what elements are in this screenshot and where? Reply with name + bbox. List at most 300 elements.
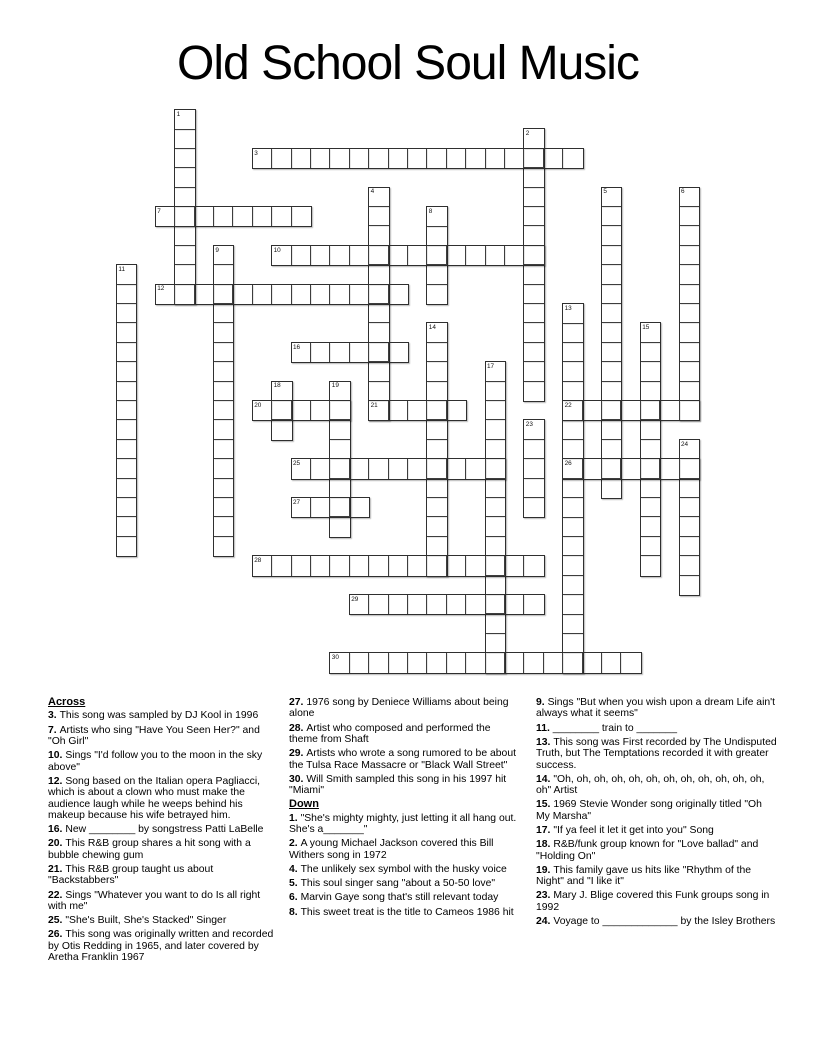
cell-separator	[388, 343, 389, 362]
cell-separator	[291, 285, 292, 304]
cell-number: 23	[525, 421, 533, 429]
cell-separator	[329, 459, 330, 478]
cell-separator	[427, 342, 446, 343]
cell-number: 20	[254, 401, 262, 409]
word-10-across[interactable]	[271, 245, 545, 266]
cell-separator	[349, 343, 350, 362]
cell-separator	[640, 401, 641, 420]
cell-separator	[329, 343, 330, 362]
cell-separator	[427, 381, 446, 382]
cell-separator	[232, 207, 233, 226]
cell-separator	[602, 245, 621, 246]
clue-26: 26. This song was originally written and recorded by Otis Redding in 1965, and later covered by Aretha Franklin 1967	[48, 929, 274, 964]
word-5-down[interactable]	[601, 187, 622, 499]
cell-separator	[485, 556, 486, 575]
cell-separator	[486, 536, 505, 537]
cell-separator	[368, 459, 369, 478]
word-25-across[interactable]	[291, 458, 506, 479]
cell-separator	[117, 419, 136, 420]
cell-separator	[427, 497, 446, 498]
cell-separator	[485, 149, 486, 168]
cell-separator	[175, 129, 194, 130]
word-16-across[interactable]	[291, 342, 409, 363]
cell-separator	[563, 342, 582, 343]
cell-separator	[680, 284, 699, 285]
cell-separator	[175, 264, 194, 265]
cell-separator	[602, 284, 621, 285]
cell-number: 8	[428, 207, 433, 215]
cell-separator	[174, 207, 175, 226]
clue-number: 9.	[536, 697, 548, 708]
cell-number: 10	[273, 246, 281, 254]
clue-number: 29.	[289, 748, 307, 760]
cell-separator	[214, 458, 233, 459]
cell-separator	[426, 401, 427, 420]
cell-separator	[388, 459, 389, 478]
clue-19: 19. This family gave us hits like "Rhythm of the Night" and "I like it"	[536, 864, 752, 888]
word-11-down[interactable]	[116, 264, 137, 557]
cell-separator	[271, 149, 272, 168]
clue-column-3	[536, 697, 778, 930]
cell-separator	[523, 246, 524, 265]
cell-separator	[310, 459, 311, 478]
cell-separator	[563, 323, 582, 324]
cell-separator	[602, 206, 621, 207]
clue-number: 30.	[289, 773, 307, 785]
word-6-down[interactable]	[679, 187, 700, 422]
cell-separator	[601, 459, 602, 478]
cell-separator	[620, 401, 621, 420]
clue-number: 4.	[289, 864, 301, 876]
cell-separator	[486, 497, 505, 498]
clue-number: 25.	[48, 915, 66, 927]
cell-separator	[641, 342, 660, 343]
clue-number: 3.	[48, 710, 60, 722]
cell-separator	[680, 575, 699, 576]
clue-3: 3. This song was sampled by DJ Kool in 1996	[48, 710, 259, 722]
word-29-across[interactable]	[349, 594, 545, 615]
clue-number: 28.	[289, 722, 307, 734]
cell-separator	[524, 322, 543, 323]
cell-separator	[214, 497, 233, 498]
cell-separator	[252, 285, 253, 304]
cell-separator	[117, 439, 136, 440]
clue-4: 4. The unlikely sex symbol with the husky voice	[289, 864, 507, 876]
cell-number: 30	[331, 654, 339, 661]
cell-separator	[329, 246, 330, 265]
clue-29: 29. Artists who wrote a song rumored to be about the Tulsa Race Massacre or "Black Wall Street"	[289, 748, 516, 771]
clue-number: 11.	[536, 722, 553, 734]
clue-7: 7. Artists who sing "Have You Seen Her?" and "Oh Girl"	[48, 724, 260, 748]
cell-separator	[680, 381, 699, 382]
cell-separator	[680, 303, 699, 304]
cell-separator	[426, 556, 427, 575]
cell-separator	[369, 206, 388, 207]
clue-number: 6.	[289, 892, 301, 904]
cell-number: 27	[293, 498, 301, 506]
cell-separator	[117, 361, 136, 362]
clue-number: 2.	[289, 838, 301, 850]
cell-separator	[426, 246, 427, 265]
cell-separator	[426, 595, 427, 614]
cell-separator	[465, 556, 466, 575]
cell-separator	[602, 381, 621, 382]
cell-separator	[117, 458, 136, 459]
clue-number: 26.	[48, 929, 66, 941]
cell-separator	[524, 381, 543, 382]
cell-separator	[504, 556, 505, 575]
clue-30: 30. Will Smith sampled this song in his 1997 hit "Miami"	[289, 773, 507, 797]
cell-separator	[388, 556, 389, 575]
cell-separator	[563, 594, 582, 595]
word-14-down[interactable]	[426, 322, 447, 576]
clue-10: 10. Sings "I'd follow you to the moon in the sky above"	[48, 750, 263, 773]
word-22-across[interactable]	[562, 400, 700, 421]
cell-separator	[446, 653, 447, 672]
cell-separator	[465, 653, 466, 672]
cell-separator	[214, 516, 233, 517]
clue-20: 20. This R&B group shares a hit song with a bubble chewing gum	[48, 838, 251, 861]
cell-separator	[563, 555, 582, 556]
cell-separator	[602, 439, 621, 440]
clue-number: 14.	[536, 773, 554, 785]
cell-separator	[369, 381, 388, 382]
clue-number: 23.	[536, 890, 554, 902]
cell-separator	[427, 516, 446, 517]
cell-separator	[427, 439, 446, 440]
cell-separator	[582, 401, 583, 420]
cell-separator	[310, 343, 311, 362]
cell-separator	[329, 556, 330, 575]
cell-separator	[407, 246, 408, 265]
cell-separator	[310, 556, 311, 575]
clue-number: 10.	[48, 750, 66, 762]
cell-number: 3	[254, 149, 258, 157]
cell-separator	[486, 439, 505, 440]
clue-11: 11. ________ train to _______	[536, 722, 677, 734]
cell-number: 16	[293, 343, 301, 351]
clue-18: 18. R&B/funk group known for "Love ballad" and "Holding On"	[536, 839, 759, 862]
cell-separator	[329, 401, 330, 420]
cell-separator	[407, 401, 408, 420]
cell-separator	[310, 246, 311, 265]
cell-separator	[407, 459, 408, 478]
clue-23: 23. Mary J. Blige covered this Funk groups song in 1992	[536, 890, 770, 913]
cell-separator	[465, 149, 466, 168]
cell-separator	[680, 536, 699, 537]
cell-separator	[641, 361, 660, 362]
cell-separator	[213, 207, 214, 226]
cell-separator	[175, 187, 194, 188]
cell-separator	[486, 516, 505, 517]
cell-separator	[524, 458, 543, 459]
cell-separator	[486, 400, 505, 401]
cell-separator	[117, 497, 136, 498]
clue-9: 9. Sings "But when you wish upon a dream Life ain't always what it seems"	[536, 697, 776, 720]
cell-number: 21	[370, 401, 378, 409]
clue-number: 20.	[48, 838, 66, 850]
cell-separator	[214, 536, 233, 537]
cell-separator	[524, 284, 543, 285]
clue-number: 8.	[289, 906, 301, 918]
cell-separator	[368, 556, 369, 575]
clue-number: 18.	[536, 839, 554, 851]
word-17-down[interactable]	[485, 361, 506, 673]
cell-separator	[232, 285, 233, 304]
cell-separator	[641, 439, 660, 440]
cell-separator	[310, 149, 311, 168]
word-26-across[interactable]	[562, 458, 700, 479]
cell-separator	[368, 149, 369, 168]
word-3-across[interactable]	[252, 148, 584, 169]
cell-separator	[388, 401, 389, 420]
cell-separator	[117, 322, 136, 323]
cell-separator	[388, 246, 389, 265]
cell-separator	[117, 342, 136, 343]
cell-separator	[524, 342, 543, 343]
cell-separator	[485, 653, 486, 672]
cell-number: 15	[642, 324, 650, 332]
cell-number: 12	[157, 285, 165, 293]
cell-separator	[620, 653, 621, 672]
cell-separator	[291, 149, 292, 168]
cell-separator	[543, 653, 544, 672]
cell-separator	[602, 361, 621, 362]
cell-separator	[388, 653, 389, 672]
word-7-across[interactable]	[155, 206, 312, 227]
cell-separator	[427, 226, 446, 227]
cell-separator	[485, 595, 486, 614]
clue-number: 21.	[48, 864, 66, 876]
cell-separator	[349, 149, 350, 168]
cell-number: 28	[254, 557, 262, 564]
cell-separator	[563, 381, 582, 382]
cell-separator	[641, 555, 660, 556]
cell-separator	[427, 284, 446, 285]
clue-16: 16. New ________ by songstress Patti LaBelle	[48, 824, 264, 836]
cell-separator	[680, 206, 699, 207]
cell-number: 11	[118, 266, 126, 273]
cell-separator	[620, 459, 621, 478]
cell-separator	[659, 401, 660, 420]
cell-separator	[310, 401, 311, 420]
cell-separator	[271, 556, 272, 575]
cell-separator	[504, 595, 505, 614]
cell-separator	[407, 556, 408, 575]
cell-separator	[214, 439, 233, 440]
cell-separator	[175, 245, 194, 246]
cell-separator	[640, 459, 641, 478]
cell-separator	[563, 633, 582, 634]
cell-number: 19	[331, 382, 339, 390]
cell-separator	[563, 536, 582, 537]
clue-number: 27.	[289, 697, 307, 708]
cell-number: 6	[681, 188, 685, 196]
cell-number: 22	[564, 401, 572, 409]
clue-27: 27. 1976 song by Deniece Williams about being alone	[289, 697, 509, 720]
cell-separator	[117, 381, 136, 382]
cell-separator	[329, 498, 330, 517]
cell-separator	[388, 149, 389, 168]
cell-separator	[524, 225, 543, 226]
cell-separator	[291, 246, 292, 265]
cell-separator	[679, 401, 680, 420]
clue-21: 21. This R&B group taught us about "Backstabbers"	[48, 864, 214, 887]
clue-number: 7.	[48, 724, 60, 736]
cell-separator	[523, 595, 524, 614]
cell-separator	[446, 401, 447, 420]
clue-column-1	[48, 697, 280, 967]
cell-number: 2	[525, 130, 530, 138]
cell-number: 13	[564, 304, 572, 312]
cell-number: 25	[293, 460, 301, 467]
cell-separator	[602, 342, 621, 343]
cell-separator	[680, 361, 699, 362]
word-15-down[interactable]	[640, 322, 661, 576]
cell-number: 24	[681, 440, 689, 448]
cell-separator	[349, 459, 350, 478]
cell-separator	[291, 556, 292, 575]
cell-separator	[214, 478, 233, 479]
cell-separator	[349, 246, 350, 265]
cell-separator	[524, 497, 543, 498]
cell-separator	[310, 285, 311, 304]
clue-number: 15.	[536, 799, 554, 811]
cell-separator	[291, 401, 292, 420]
clue-number: 24.	[536, 916, 554, 928]
cell-separator	[349, 653, 350, 672]
cell-separator	[426, 653, 427, 672]
cell-separator	[291, 207, 292, 226]
cell-separator	[485, 459, 486, 478]
cell-separator	[486, 419, 505, 420]
cell-separator	[563, 517, 582, 518]
across-header: Across	[48, 696, 86, 708]
cell-separator	[426, 459, 427, 478]
word-20-across[interactable]	[252, 400, 351, 421]
cell-separator	[602, 225, 621, 226]
cell-separator	[214, 342, 233, 343]
cell-separator	[679, 459, 680, 478]
cell-separator	[368, 343, 369, 362]
clue-number: 5.	[289, 878, 301, 890]
cell-separator	[349, 285, 350, 304]
clue-6: 6. Marvin Gaye song that's still relevant today	[289, 892, 499, 904]
cell-separator	[388, 595, 389, 614]
word-30-across[interactable]	[329, 652, 641, 673]
cell-separator	[504, 653, 505, 672]
cell-separator	[465, 595, 466, 614]
clue-number: 16.	[48, 824, 66, 836]
cell-separator	[349, 498, 350, 517]
cell-separator	[117, 284, 136, 285]
cell-separator	[214, 381, 233, 382]
word-23-down[interactable]	[523, 419, 544, 518]
cell-separator	[369, 225, 388, 226]
cell-separator	[523, 556, 524, 575]
cell-separator	[117, 478, 136, 479]
cell-separator	[426, 149, 427, 168]
cell-separator	[465, 246, 466, 265]
cell-separator	[214, 419, 233, 420]
cell-separator	[194, 285, 195, 304]
clue-1: 1. "She's mighty mighty, just letting it all hang out. She's a_______"	[289, 812, 517, 836]
cell-separator	[117, 536, 136, 537]
clue-13: 13. This song was First recorded by The Undisputed Truth, but The Temptations recorded it with greater success.	[536, 736, 777, 771]
cell-separator	[175, 167, 194, 168]
cell-separator	[504, 246, 505, 265]
cell-separator	[427, 361, 446, 362]
cell-separator	[271, 285, 272, 304]
cell-separator	[271, 207, 272, 226]
cell-separator	[582, 653, 583, 672]
cell-number: 14	[428, 324, 436, 332]
cell-separator	[427, 536, 446, 537]
cell-number: 29	[351, 595, 359, 603]
cell-separator	[680, 245, 699, 246]
cell-separator	[446, 246, 447, 265]
cell-number: 26	[564, 460, 572, 467]
cell-separator	[214, 264, 233, 265]
cell-separator	[485, 246, 486, 265]
cell-separator	[407, 653, 408, 672]
cell-separator	[563, 497, 582, 498]
word-12-across[interactable]	[155, 284, 409, 305]
cell-separator	[602, 322, 621, 323]
cell-separator	[641, 381, 660, 382]
clue-17: 17. "If ya feel it let it get into you" Song	[536, 825, 714, 837]
cell-number: 7	[157, 207, 161, 215]
cell-separator	[680, 322, 699, 323]
cell-separator	[388, 285, 389, 304]
word-21-across[interactable]	[368, 400, 467, 421]
cell-separator	[117, 516, 136, 517]
cell-separator	[252, 207, 253, 226]
cell-separator	[524, 303, 543, 304]
cell-separator	[310, 498, 311, 517]
clue-28: 28. Artist who composed and performed the theme from Shaft	[289, 722, 491, 746]
cell-separator	[349, 556, 350, 575]
cell-separator	[563, 575, 582, 576]
cell-separator	[563, 361, 582, 362]
cell-separator	[329, 285, 330, 304]
cell-separator	[641, 516, 660, 517]
clue-number: 19.	[536, 864, 554, 876]
cell-separator	[523, 653, 524, 672]
cell-separator	[486, 381, 505, 382]
word-27-across[interactable]	[291, 497, 371, 518]
cell-separator	[465, 459, 466, 478]
cell-separator	[214, 400, 233, 401]
cell-separator	[562, 149, 563, 168]
cell-separator	[524, 439, 543, 440]
cell-separator	[330, 439, 349, 440]
word-28-across[interactable]	[252, 555, 545, 576]
cell-separator	[562, 653, 563, 672]
down-header: Down	[289, 798, 319, 811]
cell-separator	[524, 478, 543, 479]
cell-separator	[486, 633, 505, 634]
cell-separator	[543, 149, 544, 168]
clue-number: 22.	[48, 889, 66, 901]
cell-separator	[214, 361, 233, 362]
cell-separator	[680, 264, 699, 265]
cell-separator	[659, 459, 660, 478]
cell-number: 18	[273, 382, 281, 390]
word-13-down[interactable]	[562, 303, 583, 674]
cell-separator	[563, 439, 582, 440]
clue-number: 12.	[48, 775, 66, 787]
